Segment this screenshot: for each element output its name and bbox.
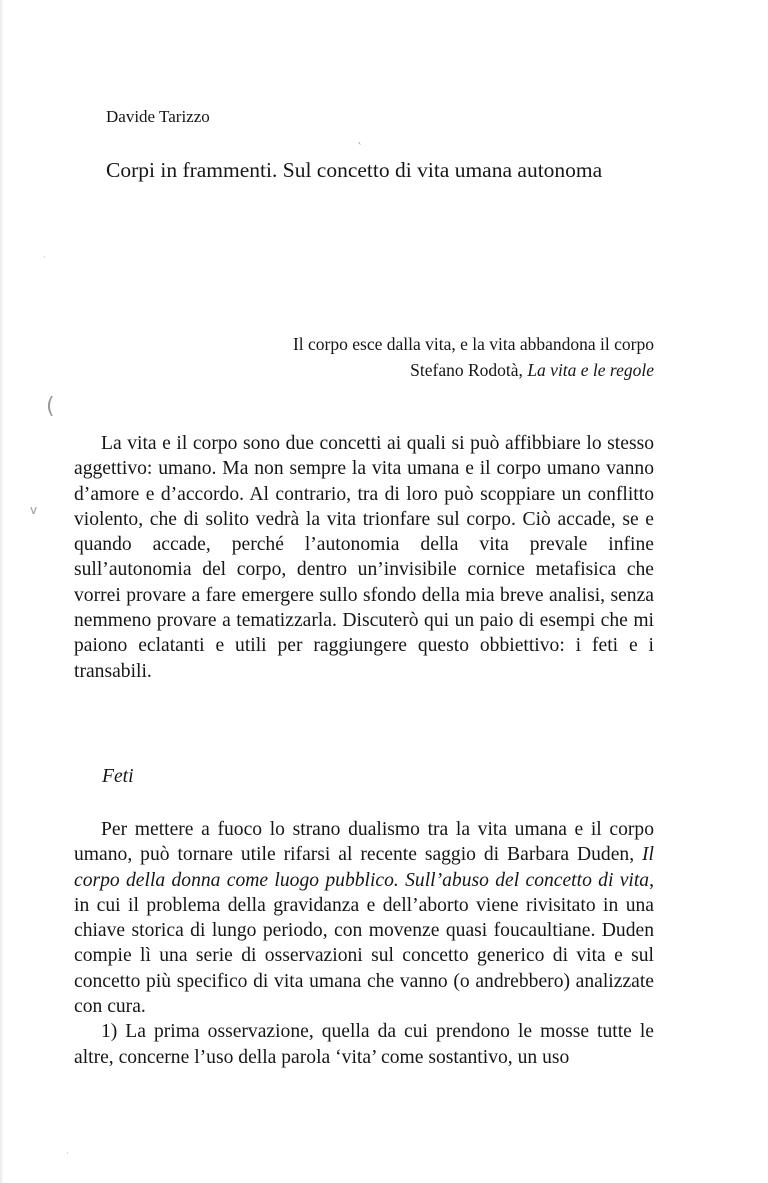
paragraph-intro: La vita e il corpo sono due concetti ai quali si può affibbiare lo stesso aggettivo: umano. Ma non sempre la vita umana e il corpo umano vanno d’amore e d’accordo. Al contrario, tra di loro può scoppiare un conflitto violento, che di solito vedrà la vita trionfare sul corpo. Ciò accade, se e quando accade, perché l’autonomia della vita prevale infine sull’autonomia del corpo, dentro un’invisibile cornice metafisica che vorrei provare a fare emergere sullo sfondo della mia breve analisi, senza nemmeno provare a tematizzarla. Discuterò qui un paio di esempi che mi paiono eclatanti e utili per raggiungere questo obbiettivo: i feti e i transabili. (74, 433, 654, 682)
scan-speck: · (66, 1149, 69, 1158)
epigraph-quote: Il corpo esce dalla vita, e la vita abbandona il corpo (292, 334, 654, 354)
section-text (74, 817, 654, 1070)
chapter-author: Davide Tarizzo (106, 107, 210, 126)
cited-book-title: Il corpo della donna come luogo pubblico. Sull’abuso del concetto di vita (74, 844, 654, 891)
scan-speck: ˋ (357, 141, 363, 155)
epigraph-source (293, 357, 654, 383)
scan-speck: v (30, 503, 38, 517)
epigraph-source-work: La vita e le regole (527, 360, 654, 380)
scan-speck: · (43, 253, 46, 262)
intro-text (74, 431, 654, 684)
section-heading: Feti (102, 766, 134, 787)
paragraph-duden-part1: Per mettere a fuoco lo strano dualismo tra la vita umana e il corpo umano, può tornare utile rifarsi al recente saggio di Barbara Duden, (74, 819, 654, 866)
paragraph-first-observation: 1) La prima osservazione, quella da cui prendono le mosse tutte le altre, concerne l’uso della parola ‘vita’ come sostantivo, un uso (74, 1021, 654, 1068)
chapter-title: Corpi in frammenti. Sul concetto di vita umana autonoma (106, 158, 603, 182)
paragraph-duden-part2: , in cui il problema della gravidanza e dell’aborto viene rivisitato in una chiave storica di lungo periodo, con movenze quasi foucaultiane. Duden compie lì una serie di osservazioni sul concetto generico di vita e sul concetto più specifico di vita umana che vanno (o andrebbero) analizzate con cura. (74, 869, 654, 1018)
scan-edge-shadow (0, 0, 4, 1183)
epigraph-source-author: Stefano Rodotà, (410, 360, 528, 380)
epigraph (293, 331, 654, 383)
scan-speck: ( (46, 394, 55, 419)
paragraph-duden (74, 817, 654, 1019)
